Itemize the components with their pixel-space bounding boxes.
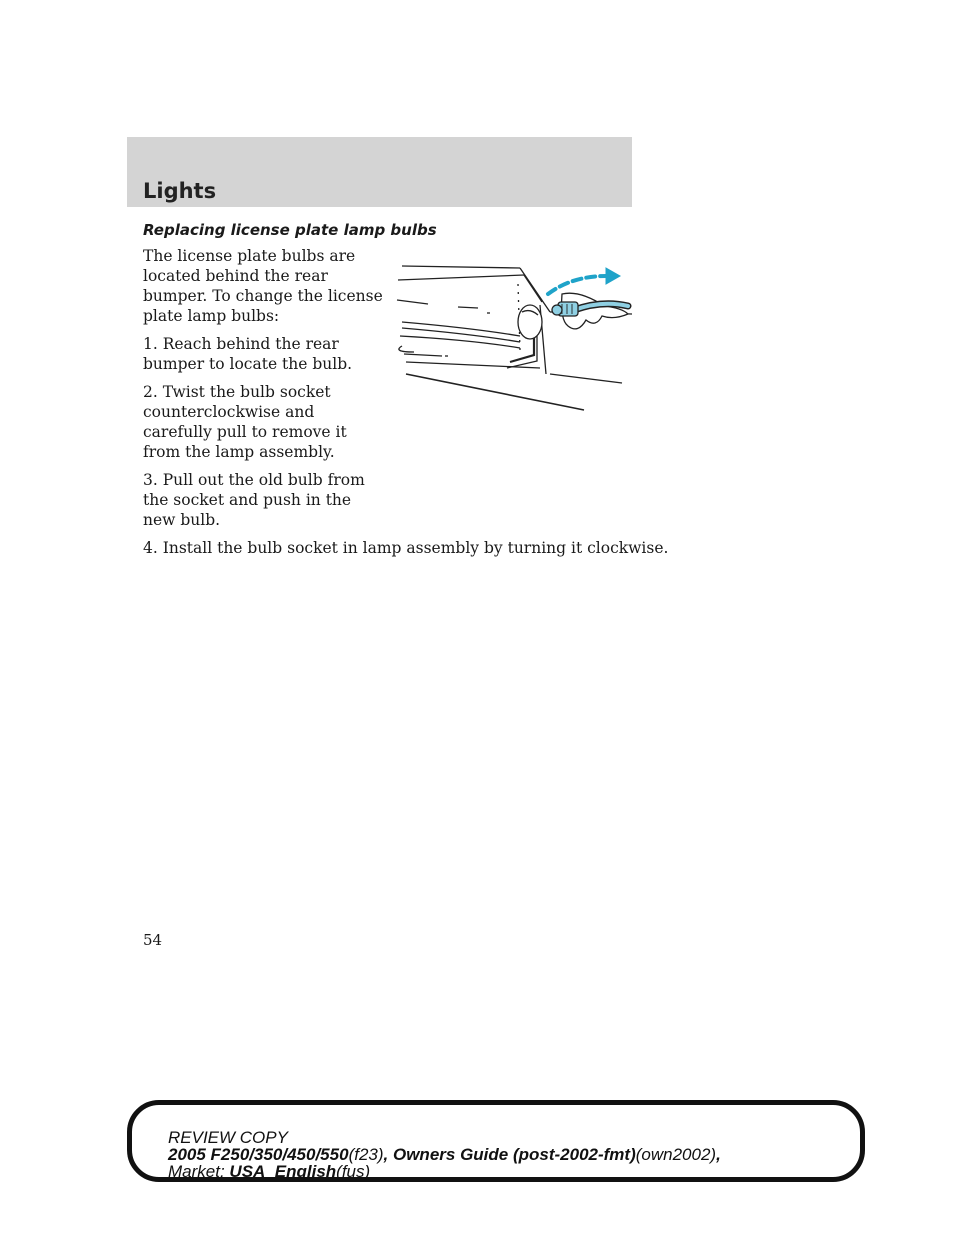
footer-market: USA_English (229, 1162, 337, 1181)
section-title: Lights (143, 179, 217, 203)
footer-sep-1: , (383, 1145, 393, 1164)
footer-model-line (168, 1146, 721, 1163)
step-2: 2. Twist the bulb socket counterclockwise and carefully pull to remove it from the lamp assembly. (143, 383, 347, 461)
review-copy-footer (127, 1100, 865, 1182)
footer-model: 2005 F250/350/450/550 (168, 1145, 349, 1164)
footer-guide-code: (own2002) (635, 1145, 717, 1164)
footer-text (168, 1129, 721, 1180)
footer-market-line (168, 1163, 721, 1180)
license-plate-lamp-illustration (392, 250, 632, 415)
footer-model-code: (f23) (348, 1145, 384, 1164)
footer-review-label: REVIEW COPY (168, 1128, 288, 1147)
footer-guide: Owners Guide (post-2002-fmt) (392, 1145, 636, 1164)
footer-market-label: Market: (168, 1162, 225, 1181)
footer-market-code: (fus) (336, 1162, 371, 1181)
section-header-band (127, 137, 632, 207)
step-1: 1. Reach behind the rear bumper to locate the bulb. (143, 335, 353, 373)
step-3: 3. Pull out the old bulb from the socket and push in the new bulb. (143, 471, 365, 529)
step-4: 4. Install the bulb socket in lamp assembly by turning it clockwise. (143, 539, 669, 557)
footer-sep-2: , (716, 1145, 721, 1164)
intro-paragraph: The license plate bulbs are located behind the rear bumper. To change the license plate lamp bulbs: (143, 247, 383, 325)
page-number: 54 (143, 931, 163, 949)
subheading: Replacing license plate lamp bulbs (143, 221, 437, 239)
